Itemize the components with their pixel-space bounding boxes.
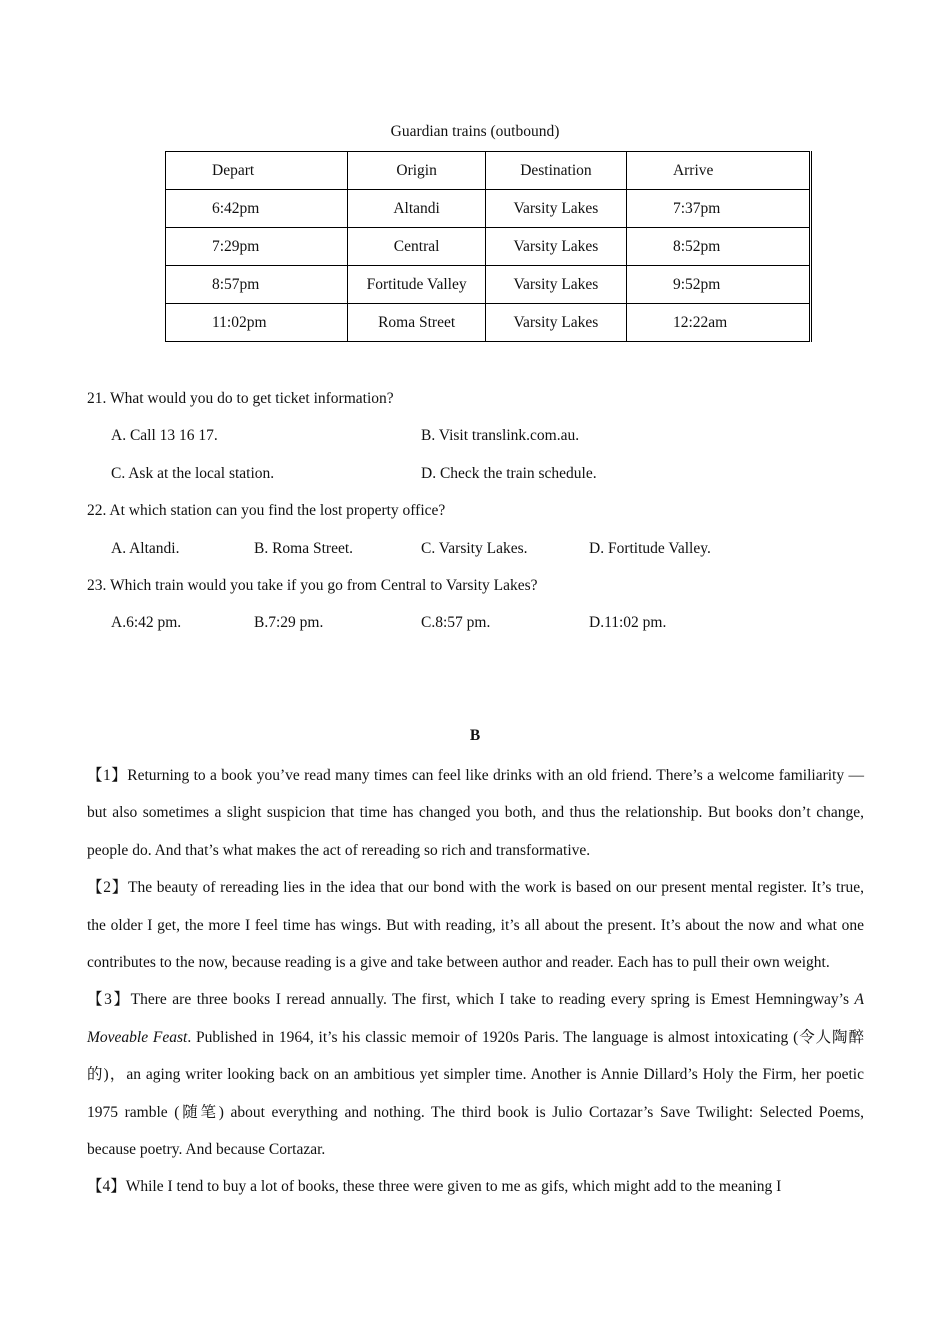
- header-depart: Depart: [166, 152, 348, 190]
- q23-option-a: A.6:42 pm.: [111, 614, 182, 631]
- q23-option-d: D.11:02 pm.: [589, 614, 667, 631]
- paragraph-3-end: . Published in 1964, it’s his classic memoir of 1920s Paris. The language is almost intoxicating (令人陶醉的)，an aging writer looking back on an ambitious yet simpler time. Another is Annie Dillard’s Holy the Firm, her poetic 1975 ramble (随笔) about everything and nothing. The third book is Julio Cortazar’s Save Twilight: Selected Poems, because poetry. And because Cortazar.: [87, 1028, 864, 1159]
- table-row: [166, 190, 810, 228]
- reading-passage: [87, 757, 864, 1206]
- cell-depart: 8:57pm: [166, 266, 348, 304]
- cell-destination: Varsity Lakes: [485, 266, 626, 304]
- q22-option-d: D. Fortitude Valley.: [589, 540, 711, 557]
- header-destination: Destination: [485, 152, 626, 190]
- header-origin: Origin: [348, 152, 486, 190]
- cell-arrive: 7:37pm: [626, 190, 809, 228]
- q21-option-c: C. Ask at the local station.: [111, 465, 275, 482]
- cell-destination: Varsity Lakes: [485, 190, 626, 228]
- header-arrive: Arrive: [626, 152, 809, 190]
- cell-origin: Fortitude Valley: [348, 266, 486, 304]
- q22-option-b: B. Roma Street.: [254, 540, 354, 557]
- paragraph-4: 【4】While I tend to buy a lot of books, these three were given to me as gifs, which might add to the meaning I: [87, 1178, 782, 1196]
- table-caption: Guardian trains (outbound): [390, 123, 560, 140]
- table-row: [166, 304, 810, 342]
- paragraph-2: 【2】The beauty of rereading lies in the idea that our bond with the work is based on our present mental register. It’s true, the older I get, the more I feel time has wings. But with reading, it’s all about the present. It’s about the now and what one contributes to the now, because reading is a give and take between author and reader. Each has to pull their own weight.: [87, 879, 864, 972]
- cell-destination: Varsity Lakes: [485, 304, 626, 342]
- cell-origin: Altandi: [348, 190, 486, 228]
- q22-option-a: A. Altandi.: [111, 540, 180, 557]
- q23-option-b: B.7:29 pm.: [254, 614, 324, 631]
- section-b-title: B: [469, 727, 481, 744]
- table-row: [166, 266, 810, 304]
- cell-destination: Varsity Lakes: [485, 228, 626, 266]
- cell-arrive: 9:52pm: [626, 266, 809, 304]
- book-title: A Moveable Feast: [87, 991, 864, 1046]
- paragraph-3: [87, 981, 864, 1168]
- question-23: 23. Which train would you take if you go from Central to Varsity Lakes?: [87, 577, 538, 594]
- paragraph-1: 【1】Returning to a book you’ve read many times can feel like drinks with an old friend. There’s a welcome familiarity — but also sometimes a slight suspicion that time has changed you both, and thus the relationship. But books don’t change, people do. And that’s what makes the act of rereading so rich and transformative.: [87, 767, 864, 859]
- q22-option-c: C. Varsity Lakes.: [421, 540, 528, 557]
- train-timetable: [165, 151, 810, 342]
- table-row: [166, 228, 810, 266]
- cell-origin: Central: [348, 228, 486, 266]
- cell-arrive: 12:22am: [626, 304, 809, 342]
- q23-option-c: C.8:57 pm.: [421, 614, 491, 631]
- table-double-border: [811, 151, 812, 342]
- question-22: 22. At which station can you find the lost property office?: [87, 502, 446, 519]
- paragraph-3-start: 【3】There are three books I reread annually. The first, which I take to reading every spring is Emest Hemningway’s: [87, 991, 855, 1009]
- cell-depart: 7:29pm: [166, 228, 348, 266]
- q21-option-d: D. Check the train schedule.: [421, 465, 597, 482]
- table-header-row: [166, 152, 810, 190]
- cell-depart: 11:02pm: [166, 304, 348, 342]
- cell-origin: Roma Street: [348, 304, 486, 342]
- cell-arrive: 8:52pm: [626, 228, 809, 266]
- cell-depart: 6:42pm: [166, 190, 348, 228]
- q21-option-a: A. Call 13 16 17.: [111, 427, 218, 444]
- q21-option-b: B. Visit translink.com.au.: [421, 427, 580, 444]
- question-21: 21. What would you do to get ticket information?: [87, 390, 394, 407]
